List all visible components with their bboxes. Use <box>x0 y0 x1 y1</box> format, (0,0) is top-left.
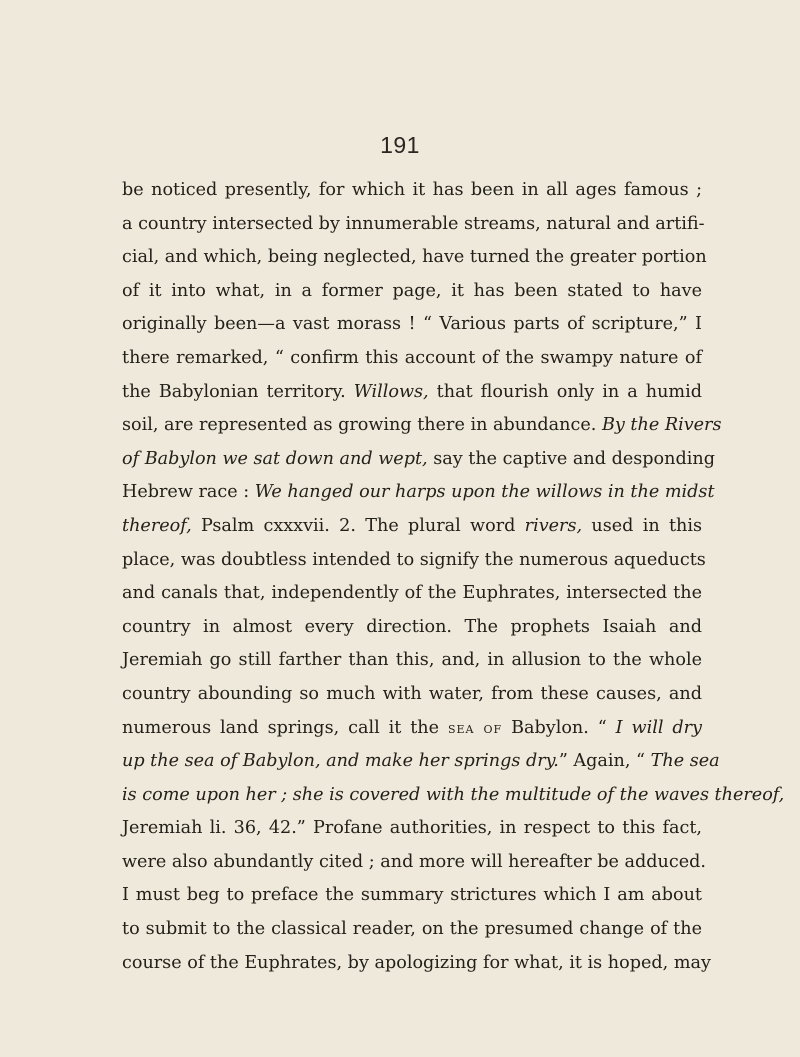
italic-text: We hanged our harps upon the willows in the midst <box>254 482 715 503</box>
text-run: country in almost every direction. The prophets Isaiah and <box>122 616 702 637</box>
text-run: country abounding so much with water, from these causes, and <box>122 683 702 704</box>
text-run: and canals that, independently of the Euphrates, intersected the <box>122 583 702 604</box>
text-line <box>122 712 702 746</box>
text-run: cial, and which, being neglected, have turned the greater portion <box>122 247 707 268</box>
italic-text: up the sea of Babylon, and make her springs dry. <box>122 751 559 772</box>
small-caps-text: sea of <box>447 718 503 737</box>
text-line <box>122 174 702 208</box>
text-line <box>122 879 702 913</box>
text-run: say the captive and desponding <box>427 448 715 469</box>
text-run: soil, are represented as growing there in abundance. <box>122 415 602 436</box>
text-run: be noticed presently, for which it has been in all ages famous ; <box>122 180 702 200</box>
text-run: Hebrew race : <box>122 482 255 503</box>
text-run: course of the Euphrates, by apologizing for what, it is hoped, may <box>122 952 711 973</box>
text-line <box>122 745 720 779</box>
text-line <box>122 846 706 880</box>
text-run: used in this <box>582 515 703 536</box>
text-run: I must beg to preface the summary strictures which I am about <box>122 885 702 906</box>
text-line <box>122 544 706 578</box>
italic-text: I will dry <box>615 717 702 738</box>
text-line <box>122 208 705 242</box>
text-line <box>122 644 702 678</box>
italic-text: is come upon her ; she is covered with the multitude of the waves thereof, <box>122 784 785 805</box>
text-run: originally been—a vast morass ! “ Various parts of scripture,” I <box>122 314 702 335</box>
text-run: place, was doubtless intended to signify the numerous aqueducts <box>122 549 706 570</box>
text-run: Psalm cxxxvii. 2. The plural word <box>191 515 525 536</box>
text-run: a country intersected by innumerable streams, natural and artifi- <box>122 213 705 234</box>
text-line <box>122 779 785 813</box>
body-text <box>122 174 785 980</box>
text-line <box>122 611 702 645</box>
text-line <box>122 577 702 611</box>
text-run: Babylon. “ <box>502 717 616 738</box>
text-line <box>122 678 702 712</box>
text-line <box>122 913 702 947</box>
text-line <box>122 241 707 275</box>
text-run: ” Again, “ <box>558 751 651 772</box>
text-run: that flourish only in a humid <box>428 381 703 402</box>
text-run: the Babylonian territory. <box>122 381 354 402</box>
text-run: to submit to the classical reader, on the presumed change of the <box>122 919 702 940</box>
text-line <box>122 510 702 544</box>
text-line <box>122 947 711 981</box>
text-line <box>122 275 702 309</box>
text-line <box>122 476 715 510</box>
page-number: 191 <box>380 132 420 158</box>
text-run: Jeremiah li. 36, 42.” Profane authorities, in respect to this fact, <box>122 818 702 839</box>
italic-text: By the Rivers <box>601 415 722 436</box>
text-line <box>122 443 715 477</box>
italic-text: of Babylon we sat down and wept, <box>122 448 428 469</box>
text-line <box>122 812 702 846</box>
text-run: numerous land springs, call it the <box>122 717 448 738</box>
text-run: were also abundantly cited ; and more will hereafter be adduced. <box>122 851 706 872</box>
text-line <box>122 376 702 410</box>
text-line <box>122 342 702 376</box>
text-line <box>122 409 722 443</box>
text-run: of it into what, in a former page, it has been stated to have <box>122 280 702 301</box>
italic-text: thereof, <box>122 515 192 536</box>
italic-text: rivers, <box>524 515 583 536</box>
text-run: there remarked, “ confirm this account of the swampy nature of <box>122 347 702 368</box>
text-run: Jeremiah go still farther than this, and, in allusion to the whole <box>122 650 702 671</box>
text-line <box>122 308 702 342</box>
italic-text: The sea <box>650 751 720 772</box>
italic-text: Willows, <box>353 381 429 402</box>
